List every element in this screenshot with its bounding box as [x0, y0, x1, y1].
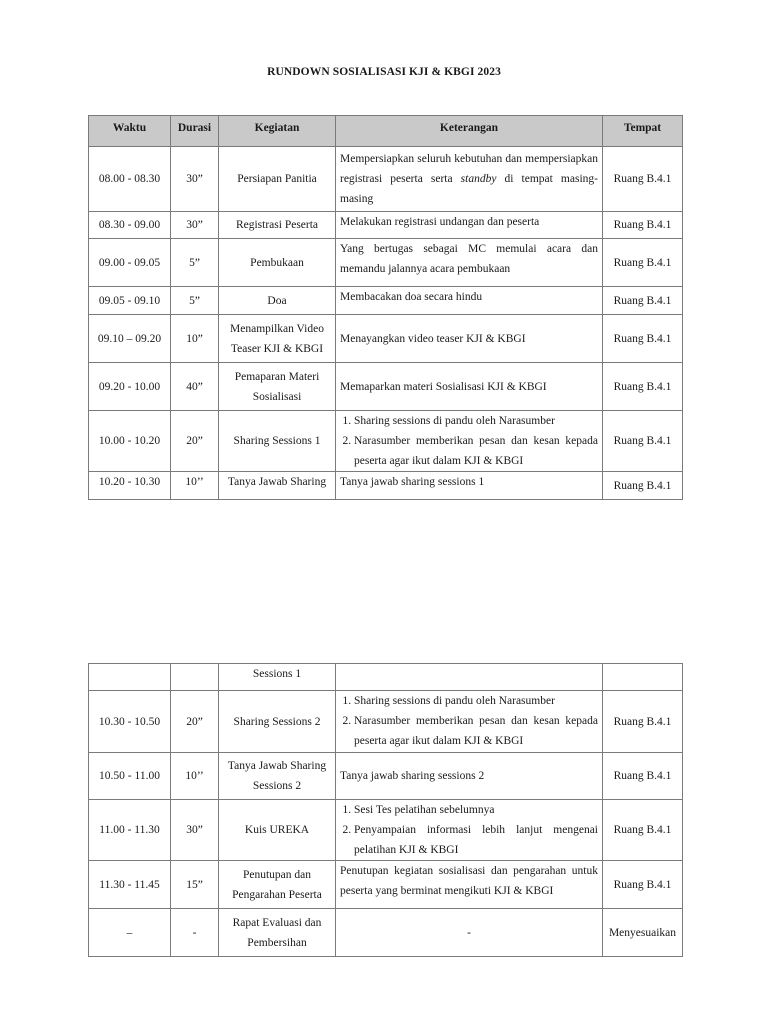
- header-keterangan: Keterangan: [336, 116, 603, 147]
- cell-kegiatan: Kuis UREKA: [219, 800, 336, 861]
- cell-kegiatan: Tanya Jawab Sharing Sessions 2: [219, 753, 336, 800]
- table-header-row: [89, 116, 683, 147]
- cell-kegiatan: Sessions 1: [219, 664, 336, 691]
- cell-tempat: Ruang B.4.1: [603, 691, 683, 753]
- cell-tempat: Ruang B.4.1: [603, 472, 683, 500]
- document-title: RUNDOWN SOSIALISASI KJI & KBGI 2023: [267, 66, 501, 78]
- keterangan-list: [340, 411, 598, 471]
- cell-tempat: [603, 664, 683, 691]
- cell-waktu: 10.20 - 10.30: [89, 472, 171, 500]
- list-item: 1. Sharing sessions di pandu oleh Narasumber: [354, 411, 598, 431]
- table-row: [89, 800, 683, 861]
- cell-durasi: 30”: [171, 147, 219, 212]
- cell-durasi: 20”: [171, 411, 219, 472]
- cell-durasi: 30”: [171, 212, 219, 239]
- cell-durasi: 5”: [171, 287, 219, 315]
- cell-keterangan: Tanya jawab sharing sessions 1: [336, 472, 603, 500]
- list-item: 1. Sesi Tes pelatihan sebelumnya: [354, 800, 598, 820]
- list-item: 1. Sharing sessions di pandu oleh Narasumber: [354, 691, 598, 711]
- cell-keterangan: Melakukan registrasi undangan dan peserta: [336, 212, 603, 239]
- cell-durasi: 10”: [171, 315, 219, 363]
- cell-waktu: 09.10 – 09.20: [89, 315, 171, 363]
- cell-kegiatan: Sharing Sessions 2: [219, 691, 336, 753]
- table-row: [89, 363, 683, 411]
- cell-keterangan: [336, 691, 603, 753]
- cell-tempat: Ruang B.4.1: [603, 315, 683, 363]
- cell-tempat: Menyesuaikan: [603, 909, 683, 957]
- list-item: 2. Narasumber memberikan pesan dan kesan kepada peserta agar ikut dalam KJI & KBGI: [354, 711, 598, 751]
- cell-waktu: 08.30 - 09.00: [89, 212, 171, 239]
- table-row: [89, 753, 683, 800]
- cell-kegiatan: Doa: [219, 287, 336, 315]
- cell-waktu: 08.00 - 08.30: [89, 147, 171, 212]
- table-row: [89, 287, 683, 315]
- cell-durasi: [171, 664, 219, 691]
- cell-tempat: Ruang B.4.1: [603, 287, 683, 315]
- cell-waktu: 10.00 - 10.20: [89, 411, 171, 472]
- cell-waktu: 10.50 - 11.00: [89, 753, 171, 800]
- cell-kegiatan: Persiapan Panitia: [219, 147, 336, 212]
- keterangan-text: di tempat masing-masing: [340, 173, 598, 205]
- cell-durasi: 40”: [171, 363, 219, 411]
- keterangan-emphasis: standby: [460, 173, 497, 185]
- cell-kegiatan: Menampilkan Video Teaser KJI & KBGI: [219, 315, 336, 363]
- cell-keterangan: [336, 411, 603, 472]
- keterangan-list: [340, 800, 598, 860]
- cell-durasi: 10’’: [171, 753, 219, 800]
- cell-kegiatan: Penutupan dan Pengarahan Peserta: [219, 861, 336, 909]
- cell-kegiatan: Registrasi Peserta: [219, 212, 336, 239]
- cell-keterangan: [336, 800, 603, 861]
- cell-kegiatan: Rapat Evaluasi dan Pembersihan: [219, 909, 336, 957]
- cell-tempat: Ruang B.4.1: [603, 147, 683, 212]
- cell-durasi: -: [171, 909, 219, 957]
- cell-waktu: [89, 664, 171, 691]
- cell-kegiatan: Sharing Sessions 1: [219, 411, 336, 472]
- cell-tempat: Ruang B.4.1: [603, 239, 683, 287]
- cell-waktu: 11.00 - 11.30: [89, 800, 171, 861]
- list-item: 2. Penyampaian informasi lebih lanjut mengenai pelatihan KJI & KBGI: [354, 820, 598, 860]
- cell-tempat: Ruang B.4.1: [603, 411, 683, 472]
- cell-durasi: 20”: [171, 691, 219, 753]
- cell-waktu: 09.20 - 10.00: [89, 363, 171, 411]
- rundown-table-part-1: [88, 115, 683, 500]
- cell-waktu: 09.00 - 09.05: [89, 239, 171, 287]
- keterangan-text: Mempersiapkan seluruh kebutuhan dan mempersiapkan registrasi peserta serta: [340, 153, 598, 185]
- cell-waktu: 11.30 - 11.45: [89, 861, 171, 909]
- cell-waktu: 09.05 - 09.10: [89, 287, 171, 315]
- cell-tempat: Ruang B.4.1: [603, 861, 683, 909]
- keterangan-list: [340, 691, 598, 751]
- table-row: [89, 315, 683, 363]
- cell-waktu: 10.30 - 10.50: [89, 691, 171, 753]
- cell-kegiatan: Pemaparan Materi Sosialisasi: [219, 363, 336, 411]
- cell-keterangan: Yang bertugas sebagai MC memulai acara dan memandu jalannya acara pembukaan: [336, 239, 603, 287]
- cell-tempat: Ruang B.4.1: [603, 800, 683, 861]
- header-tempat: Tempat: [603, 116, 683, 147]
- cell-tempat: Ruang B.4.1: [603, 212, 683, 239]
- table-row: [89, 861, 683, 909]
- cell-keterangan: Memaparkan materi Sosialisasi KJI & KBGI: [336, 363, 603, 411]
- cell-kegiatan: Tanya Jawab Sharing: [219, 472, 336, 500]
- cell-keterangan: Membacakan doa secara hindu: [336, 287, 603, 315]
- table-row: [89, 664, 683, 691]
- cell-keterangan: [336, 664, 603, 691]
- table-row: [89, 691, 683, 753]
- table-row: [89, 239, 683, 287]
- cell-durasi: 5”: [171, 239, 219, 287]
- cell-tempat: Ruang B.4.1: [603, 753, 683, 800]
- table-row: [89, 909, 683, 957]
- table-row: [89, 212, 683, 239]
- header-kegiatan: Kegiatan: [219, 116, 336, 147]
- cell-durasi: 10’’: [171, 472, 219, 500]
- cell-keterangan: Menayangkan video teaser KJI & KBGI: [336, 315, 603, 363]
- cell-tempat: Ruang B.4.1: [603, 363, 683, 411]
- cell-keterangan: -: [336, 909, 603, 957]
- table-row: [89, 147, 683, 212]
- table-row: [89, 472, 683, 500]
- cell-durasi: 30”: [171, 800, 219, 861]
- cell-durasi: 15”: [171, 861, 219, 909]
- header-durasi: Durasi: [171, 116, 219, 147]
- rundown-table-part-2: [88, 663, 683, 957]
- cell-kegiatan: Pembukaan: [219, 239, 336, 287]
- table-row: [89, 411, 683, 472]
- cell-keterangan: [336, 147, 603, 212]
- cell-keterangan: Tanya jawab sharing sessions 2: [336, 753, 603, 800]
- header-waktu: Waktu: [89, 116, 171, 147]
- cell-waktu: –: [89, 909, 171, 957]
- list-item: 2. Narasumber memberikan pesan dan kesan kepada peserta agar ikut dalam KJI & KBGI: [354, 431, 598, 471]
- cell-keterangan: Penutupan kegiatan sosialisasi dan pengarahan untuk peserta yang berminat mengikuti KJI & KBGI: [336, 861, 603, 909]
